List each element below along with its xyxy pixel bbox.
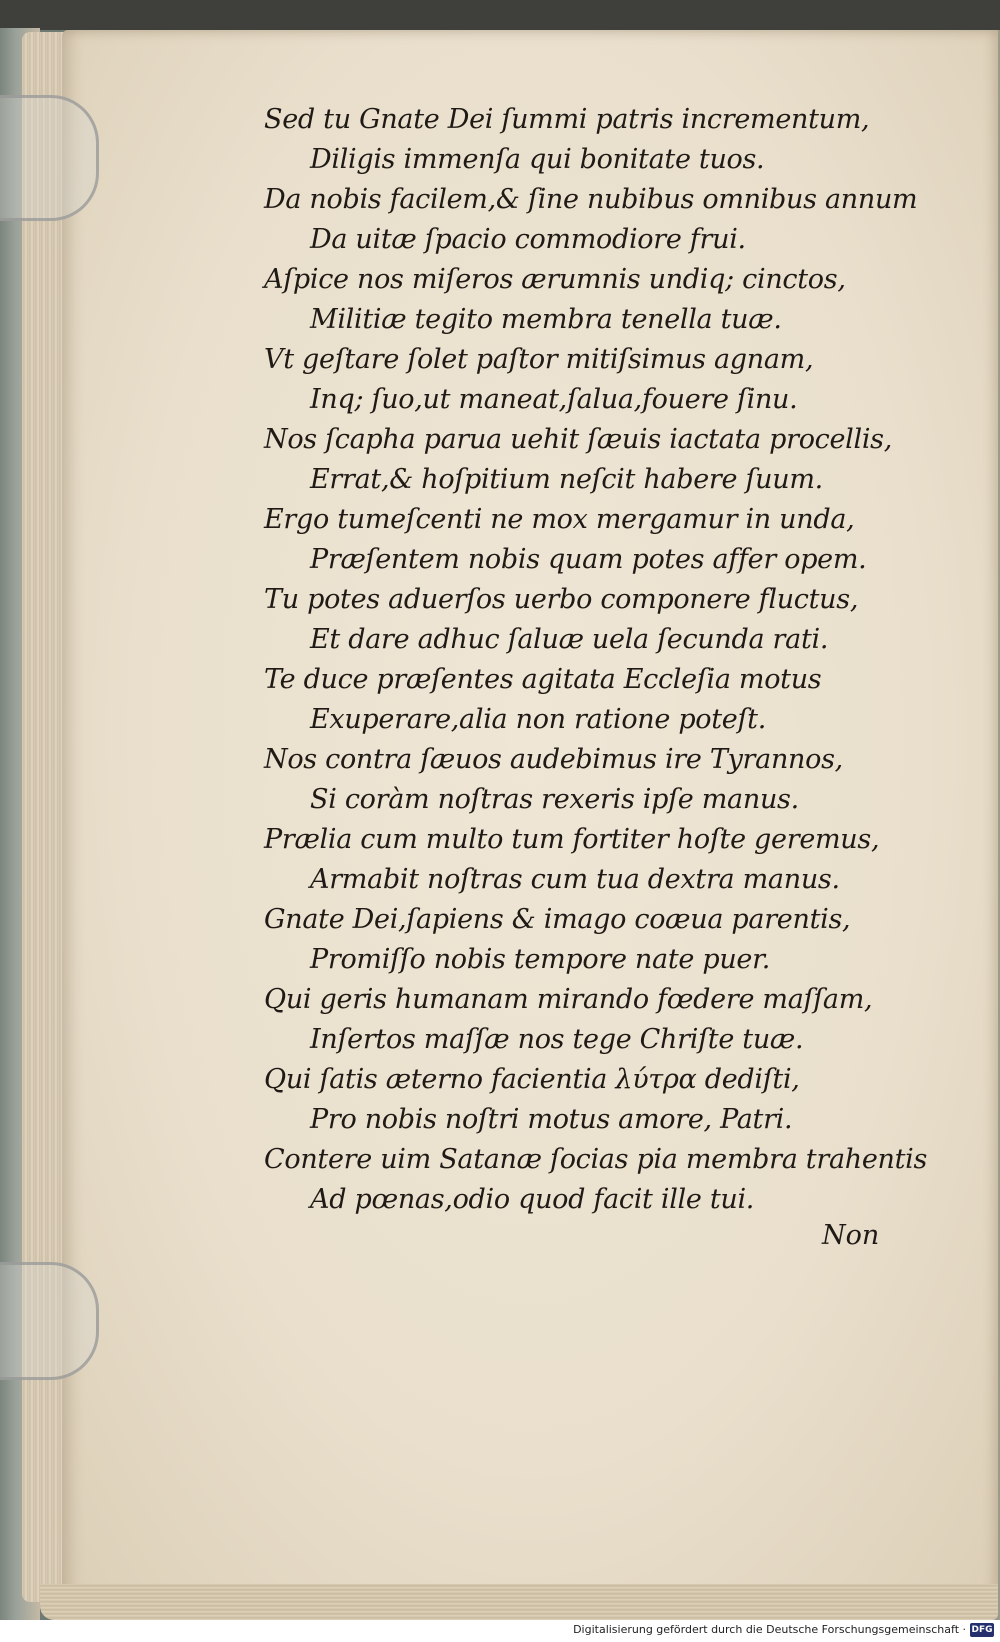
verse-line: Pro nobis noſtri motus amore, Patri. <box>310 1104 793 1135</box>
verse-line: Contere uim Satanæ ſocias pia membra trahentis <box>264 1144 928 1175</box>
verse-line: Armabit noſtras cum tua dextra manus. <box>310 864 840 895</box>
verse-line: Aſpice nos miſeros ærumnis undiq; cinctos, <box>264 264 846 295</box>
poem-text <box>264 100 928 1220</box>
verse-line: Militiæ tegito membra tenella tuæ. <box>310 304 782 335</box>
verse-line: Ergo tumeſcenti ne mox mergamur in unda, <box>264 504 855 535</box>
verse-line: Nos ſcapha parua uehit ſæuis iactata procellis, <box>264 424 893 455</box>
verse-line: Inſertos maſſæ nos tege Chriſte tuæ. <box>310 1024 804 1055</box>
verse-line: Si coràm noſtras rexeris ipſe manus. <box>310 784 799 815</box>
verse-line: Ad pœnas,odio quod facit ille tui. <box>310 1184 755 1215</box>
verse-line: Qui ſatis æterno facientia λύτρα dediſti, <box>264 1064 800 1095</box>
catchword: Non <box>822 1220 880 1251</box>
page-bottom-edges <box>40 1584 998 1620</box>
verse-line: Et dare adhuc ſaluæ uela ſecunda rati. <box>310 624 829 655</box>
verse-line: Exuperare,alia non ratione poteſt. <box>310 704 767 735</box>
verse-line: Præſentem nobis quam potes affer opem. <box>310 544 867 575</box>
footer-bar <box>0 1620 1000 1642</box>
verse-line: Da uitæ ſpacio commodiore frui. <box>310 224 746 255</box>
scanner-top-band <box>0 0 1000 30</box>
verse-line: Da nobis facilem,& ſine nubibus omnibus annum <box>264 184 918 215</box>
funding-credit: Digitalisierung gefördert durch die Deutsche Forschungsgemeinschaft · <box>573 1623 966 1636</box>
verse-line: Diligis immenſa qui bonitate tuos. <box>310 144 765 175</box>
verse-line: Inq; ſuo,ut maneat,ſalua,fouere ſinu. <box>310 384 798 415</box>
page-clip-bottom <box>0 1262 99 1380</box>
verse-line: Sed tu Gnate Dei ſummi patris incrementum, <box>264 104 870 135</box>
verse-line: Nos contra ſæuos audebimus ire Tyrannos, <box>264 744 843 775</box>
verse-line: Vt geſtare ſolet paſtor mitiſsimus agnam, <box>264 344 814 375</box>
verse-line: Promiſſo nobis tempore nate puer. <box>310 944 771 975</box>
dfg-logo: DFG <box>971 1625 993 1635</box>
verse-line: Errat,& hoſpitium neſcit habere ſuum. <box>310 464 823 495</box>
page-clip-top <box>0 95 99 221</box>
verse-line: Gnate Dei,ſapiens & imago coæua parentis, <box>264 904 851 935</box>
verse-line: Tu potes aduerſos uerbo componere fluctus, <box>264 584 859 615</box>
verse-line: Te duce præſentes agitata Eccleſia motus <box>264 664 822 695</box>
verse-line: Qui geris humanam mirando fœdere maſſam, <box>264 984 873 1015</box>
verse-line: Prælia cum multo tum fortiter hoſte geremus, <box>264 824 880 855</box>
